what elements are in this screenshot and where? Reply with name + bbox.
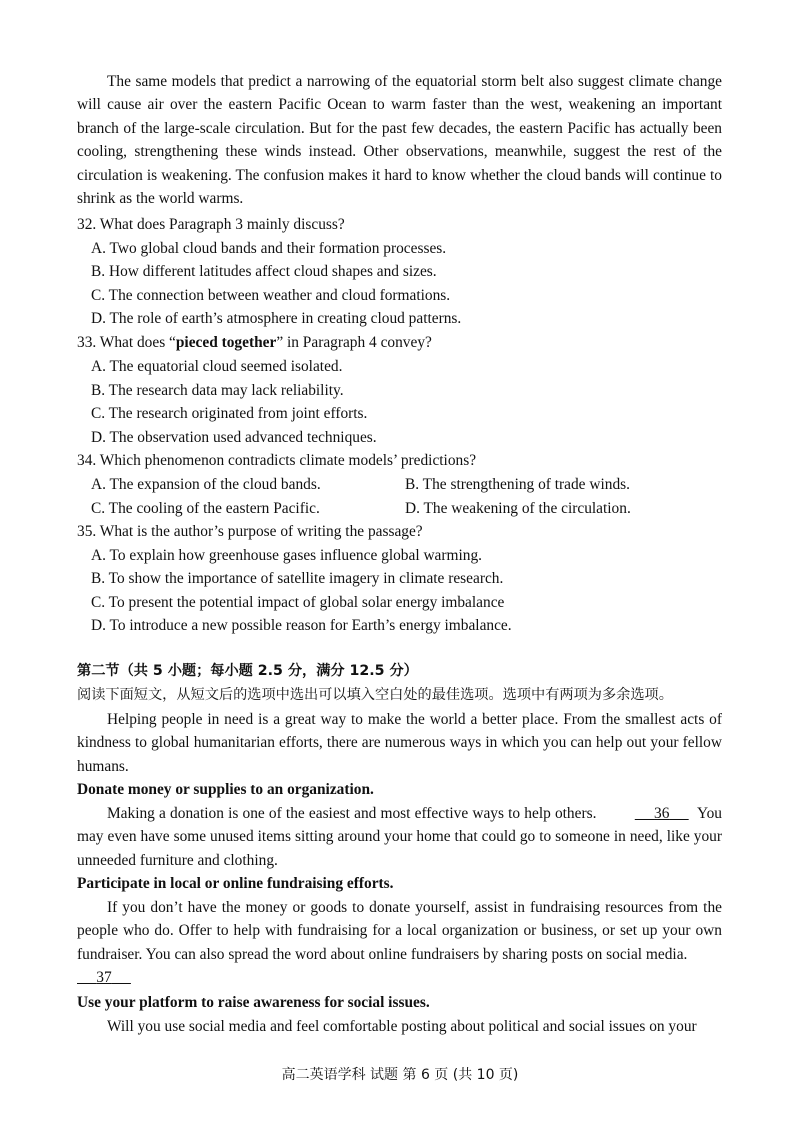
passage-2-heading-fundraising: Participate in local or online fundraising efforts. <box>77 875 394 892</box>
passage-2-paragraph-platform: Will you use social media and feel comfortable posting about political and social issues on your <box>107 1018 697 1035</box>
question-35-option-b: B. To show the importance of satellite imagery in climate research. <box>91 570 504 587</box>
passage-2-heading-platform: Use your platform to raise awareness for social issues. <box>77 994 430 1011</box>
passage-2-heading-donate: Donate money or supplies to an organization. <box>77 781 374 798</box>
passage-2-paragraph-donate <box>77 802 722 872</box>
question-33-option-d: D. The observation used advanced techniques. <box>91 429 377 446</box>
paragraph-donate-text-start: Making a donation is one of the easiest and most effective ways to help others. <box>107 805 597 822</box>
question-34-option-d: D. The weakening of the circulation. <box>405 500 631 517</box>
passage-2-intro: Helping people in need is a great way to make the world a better place. From the smallest acts of kindness to global humanitarian efforts, there are numerous ways in which you can help out your fellow humans. <box>77 711 722 775</box>
question-33-stem-term: pieced together <box>175 334 277 351</box>
question-32-option-b: B. How different latitudes affect cloud shapes and sizes. <box>91 263 437 280</box>
section-2-instruction: 阅读下面短文，从短文后的选项中选出可以填入空白处的最佳选项。选项中有两项为多余选项。 <box>77 687 673 703</box>
blank-36-number: 36 <box>654 805 670 822</box>
question-35-stem: 35. What is the author’s purpose of writing the passage? <box>77 523 423 540</box>
question-33-option-b: B. The research data may lack reliability. <box>91 382 344 399</box>
question-32-stem: 32. What does Paragraph 3 mainly discuss? <box>77 216 345 233</box>
question-35-option-d: D. To introduce a new possible reason for Earth’s energy imbalance. <box>91 617 512 634</box>
paragraph-fundraising-text: If you don’t have the money or goods to donate yourself, assist in fundraising resources from the people who do. Offer to help with fundraising for a local organization or business, or set up your own fundraiser. You can also spread the word about online fundraisers by sharing posts on social media. <box>77 899 722 963</box>
question-33-stem-post: ” in Paragraph 4 convey? <box>276 334 432 351</box>
blank-37 <box>77 966 131 989</box>
question-33-option-c: C. The research originated from joint efforts. <box>91 405 368 422</box>
question-35-option-a: A. To explain how greenhouse gases influence global warming. <box>91 547 482 564</box>
paragraph-donate-text-end: You may even have some unused items sitting around your home that could go to someone in need, like your unneeded furniture and clothing. <box>77 805 722 869</box>
question-35-option-c: C. To present the potential impact of global solar energy imbalance <box>91 594 505 611</box>
question-33-stem <box>77 331 432 354</box>
question-33-stem-pre: 33. What does “ <box>77 334 176 351</box>
question-34-option-c: C. The cooling of the eastern Pacific. <box>91 500 320 517</box>
passage-end-paragraph: The same models that predict a narrowing of the equatorial storm belt also suggest climate change will cause air over the eastern Pacific Ocean to warm faster than the west, weakening an important branch of the large-scale circulation. But for the past few decades, the eastern Pacific has actually been cooling, strengthening these winds instead. Other observations, meanwhile, suggest the rest of the circulation is weakening. The confusion makes it hard to know whether the cloud bands will continue to shrink as the world warms. <box>77 73 722 208</box>
blank-37-number: 37 <box>96 969 112 987</box>
blank-36 <box>605 802 689 825</box>
section-2-title: 第二节（共 5 小题；每小题 2.5 分，满分 12.5 分） <box>77 663 418 679</box>
question-32-option-d: D. The role of earth’s atmosphere in creating cloud patterns. <box>91 310 462 327</box>
page-footer: 高二英语学科 试题 第 6 页 (共 10 页) <box>281 1067 519 1083</box>
passage-2-paragraph-fundraising <box>77 896 722 990</box>
question-32-option-c: C. The connection between weather and cloud formations. <box>91 287 451 304</box>
question-34-stem: 34. Which phenomenon contradicts climate models’ predictions? <box>77 452 477 469</box>
question-33-option-a: A. The equatorial cloud seemed isolated. <box>91 358 343 375</box>
question-34-option-a: A. The expansion of the cloud bands. <box>91 476 321 493</box>
question-32-option-a: A. Two global cloud bands and their formation processes. <box>91 240 447 257</box>
question-34-option-b: B. The strengthening of trade winds. <box>405 476 630 493</box>
